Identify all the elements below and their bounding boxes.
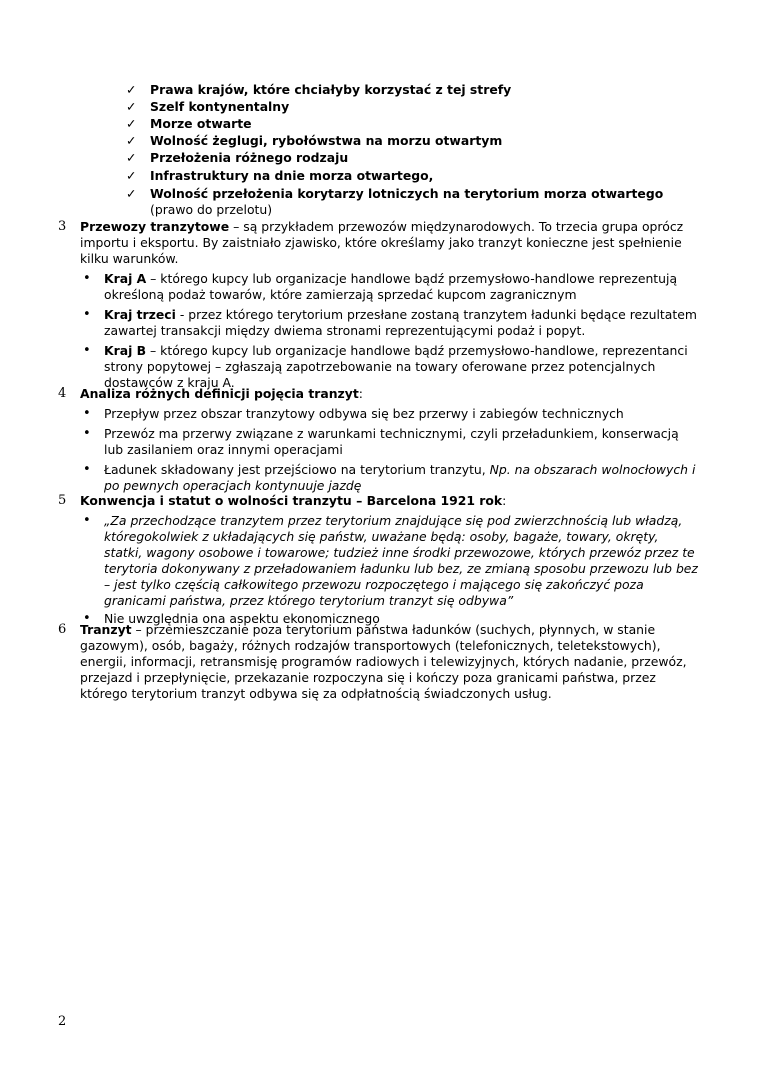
bullet-list bbox=[80, 271, 700, 391]
term: Przewozy tranzytowe bbox=[80, 219, 230, 234]
checkmark-icon: ✓ bbox=[126, 82, 137, 97]
list-item: ✓ Infrastruktury na dnie morza otwartego, bbox=[126, 168, 434, 183]
paragraph: Konwencja i statut o wolności tranzytu – Barcelona 1921 rok: bbox=[80, 493, 507, 508]
paragraph: Analiza różnych definicji pojęcia tranzyt: bbox=[80, 386, 363, 401]
list-item: ✓ Szelf kontynentalny bbox=[126, 99, 290, 114]
checkmark-list bbox=[126, 82, 706, 219]
list-item bbox=[80, 513, 700, 609]
bullet-icon: • bbox=[83, 426, 91, 441]
checkmark-icon: ✓ bbox=[126, 116, 137, 131]
checkmark-icon: ✓ bbox=[126, 168, 137, 183]
bullet-icon: • bbox=[83, 611, 91, 626]
bullet-icon: • bbox=[83, 462, 91, 477]
bullet-icon: • bbox=[83, 513, 91, 528]
list-item: ✓ Przełożenia różnego rodzaju bbox=[126, 150, 349, 165]
bullet-list bbox=[80, 406, 700, 494]
section-number: 6 bbox=[58, 622, 67, 637]
bullet-icon: • bbox=[83, 307, 91, 322]
list-item: • Ładunek składowany jest przejściowo na terytorium tranzytu, Np. na obszarach wolnocłowych i po pewnych operacjach kontynuuje jazdę bbox=[83, 462, 696, 493]
term: Tranzyt bbox=[80, 622, 132, 637]
term: Analiza różnych definicji pojęcia tranzyt bbox=[80, 386, 359, 401]
list-item: • Kraj A – którego kupcy lub organizacje handlowe bądź przemysłowo-handlowe reprezentują określoną podaż towarów, które zamierzają sprzedać kupcom zagranicznym bbox=[83, 271, 678, 302]
list-item: • Nie uwzględnia ona aspektu ekonomicznego bbox=[83, 611, 380, 626]
section-number: 4 bbox=[58, 386, 67, 401]
section-number: 3 bbox=[58, 219, 67, 234]
list-item: ✓ Wolność żeglugi, rybołówstwa na morzu otwartym bbox=[126, 133, 503, 148]
paragraph: Tranzyt – przemieszczanie poza terytorium państwa ładunków (suchych, płynnych, w stanie gazowym), osób, bagaży, różnych rodzajów transportowych (telefonicznych, teletekstowych), energii, informacji, retransmisję programów radiowych i telewizyjnych, których nadanie, przewóz, przejazd i przepłynięcie, przekazanie rozpoczyna się i kończy poza granicami państwa, przez którego terytorium tranzyt odbywa się za odpłatnością świadczonych usług. bbox=[80, 622, 687, 701]
bullet-icon: • bbox=[83, 343, 91, 358]
list-item: • Przewóz ma przerwy związane z warunkami technicznymi, czyli przeładunkiem, konserwacją lub zasilaniem oraz innymi operacjami bbox=[83, 426, 679, 457]
checkmark-icon: ✓ bbox=[126, 99, 137, 114]
checkmark-icon: ✓ bbox=[126, 133, 137, 148]
page-number: 2 bbox=[58, 1014, 67, 1029]
checkmark-icon: ✓ bbox=[126, 150, 137, 165]
checkmark-icon: ✓ bbox=[126, 186, 137, 201]
bullet-icon: • bbox=[83, 271, 91, 286]
bullet-icon: • bbox=[83, 406, 91, 421]
list-item: • Przepływ przez obszar tranzytowy odbywa się bez przerwy i zabiegów technicznych bbox=[83, 406, 624, 421]
list-item: ✓ Wolność przełożenia korytarzy lotniczych na terytorium morza otwartego (prawo do przelotu) bbox=[126, 186, 664, 217]
list-item: • Kraj trzeci - przez którego terytorium przesłane zostaną tranzytem ładunki będące rezultatem zawartej transakcji między dwiema stronami reprezentującymi podaż i popyt. bbox=[83, 307, 697, 338]
section-number: 5 bbox=[58, 493, 67, 508]
bullet-list bbox=[80, 513, 700, 627]
quote: „Za przechodzące tranzytem przez terytorium znajdujące się pod zwierzchnością lub władzą, któregokolwiek z układających się państw, uważane będą: osoby, bagaże, towary, okręty, statki, wagony osobowe i towarowe; tudzież inne środki przewozowe, których przewóz przez te terytoria dokonywany z przeładowaniem ładunku lub bez, ze zmianą sposobu przewozu lub bez – jest tylko częścią całkowitego przewozu rozpoczętego i mającego się zakończyć poza granicami państwa, przez którego terytorium tranzyt się odbywa” bbox=[104, 513, 698, 608]
list-item: • Kraj B – którego kupcy lub organizacje handlowe bądź przemysłowo-handlowe, reprezentanci strony popytowej – zgłaszają zapotrzebowanie na towary oferowane przez potencjalnych dostawców z kraju A. bbox=[83, 343, 688, 390]
paragraph: Przewozy tranzytowe – są przykładem przewozów międzynarodowych. To trzecia grupa oprócz importu i eksportu. By zaistniało zjawisko, które określamy jako tranzyt konieczne jest spełnienie kilku warunków. bbox=[80, 219, 684, 266]
list-item: ✓ Prawa krajów, które chciałyby korzystać z tej strefy bbox=[126, 82, 512, 97]
term: Konwencja i statut o wolności tranzytu – Barcelona 1921 rok bbox=[80, 493, 503, 508]
list-item: ✓ Morze otwarte bbox=[126, 116, 252, 131]
